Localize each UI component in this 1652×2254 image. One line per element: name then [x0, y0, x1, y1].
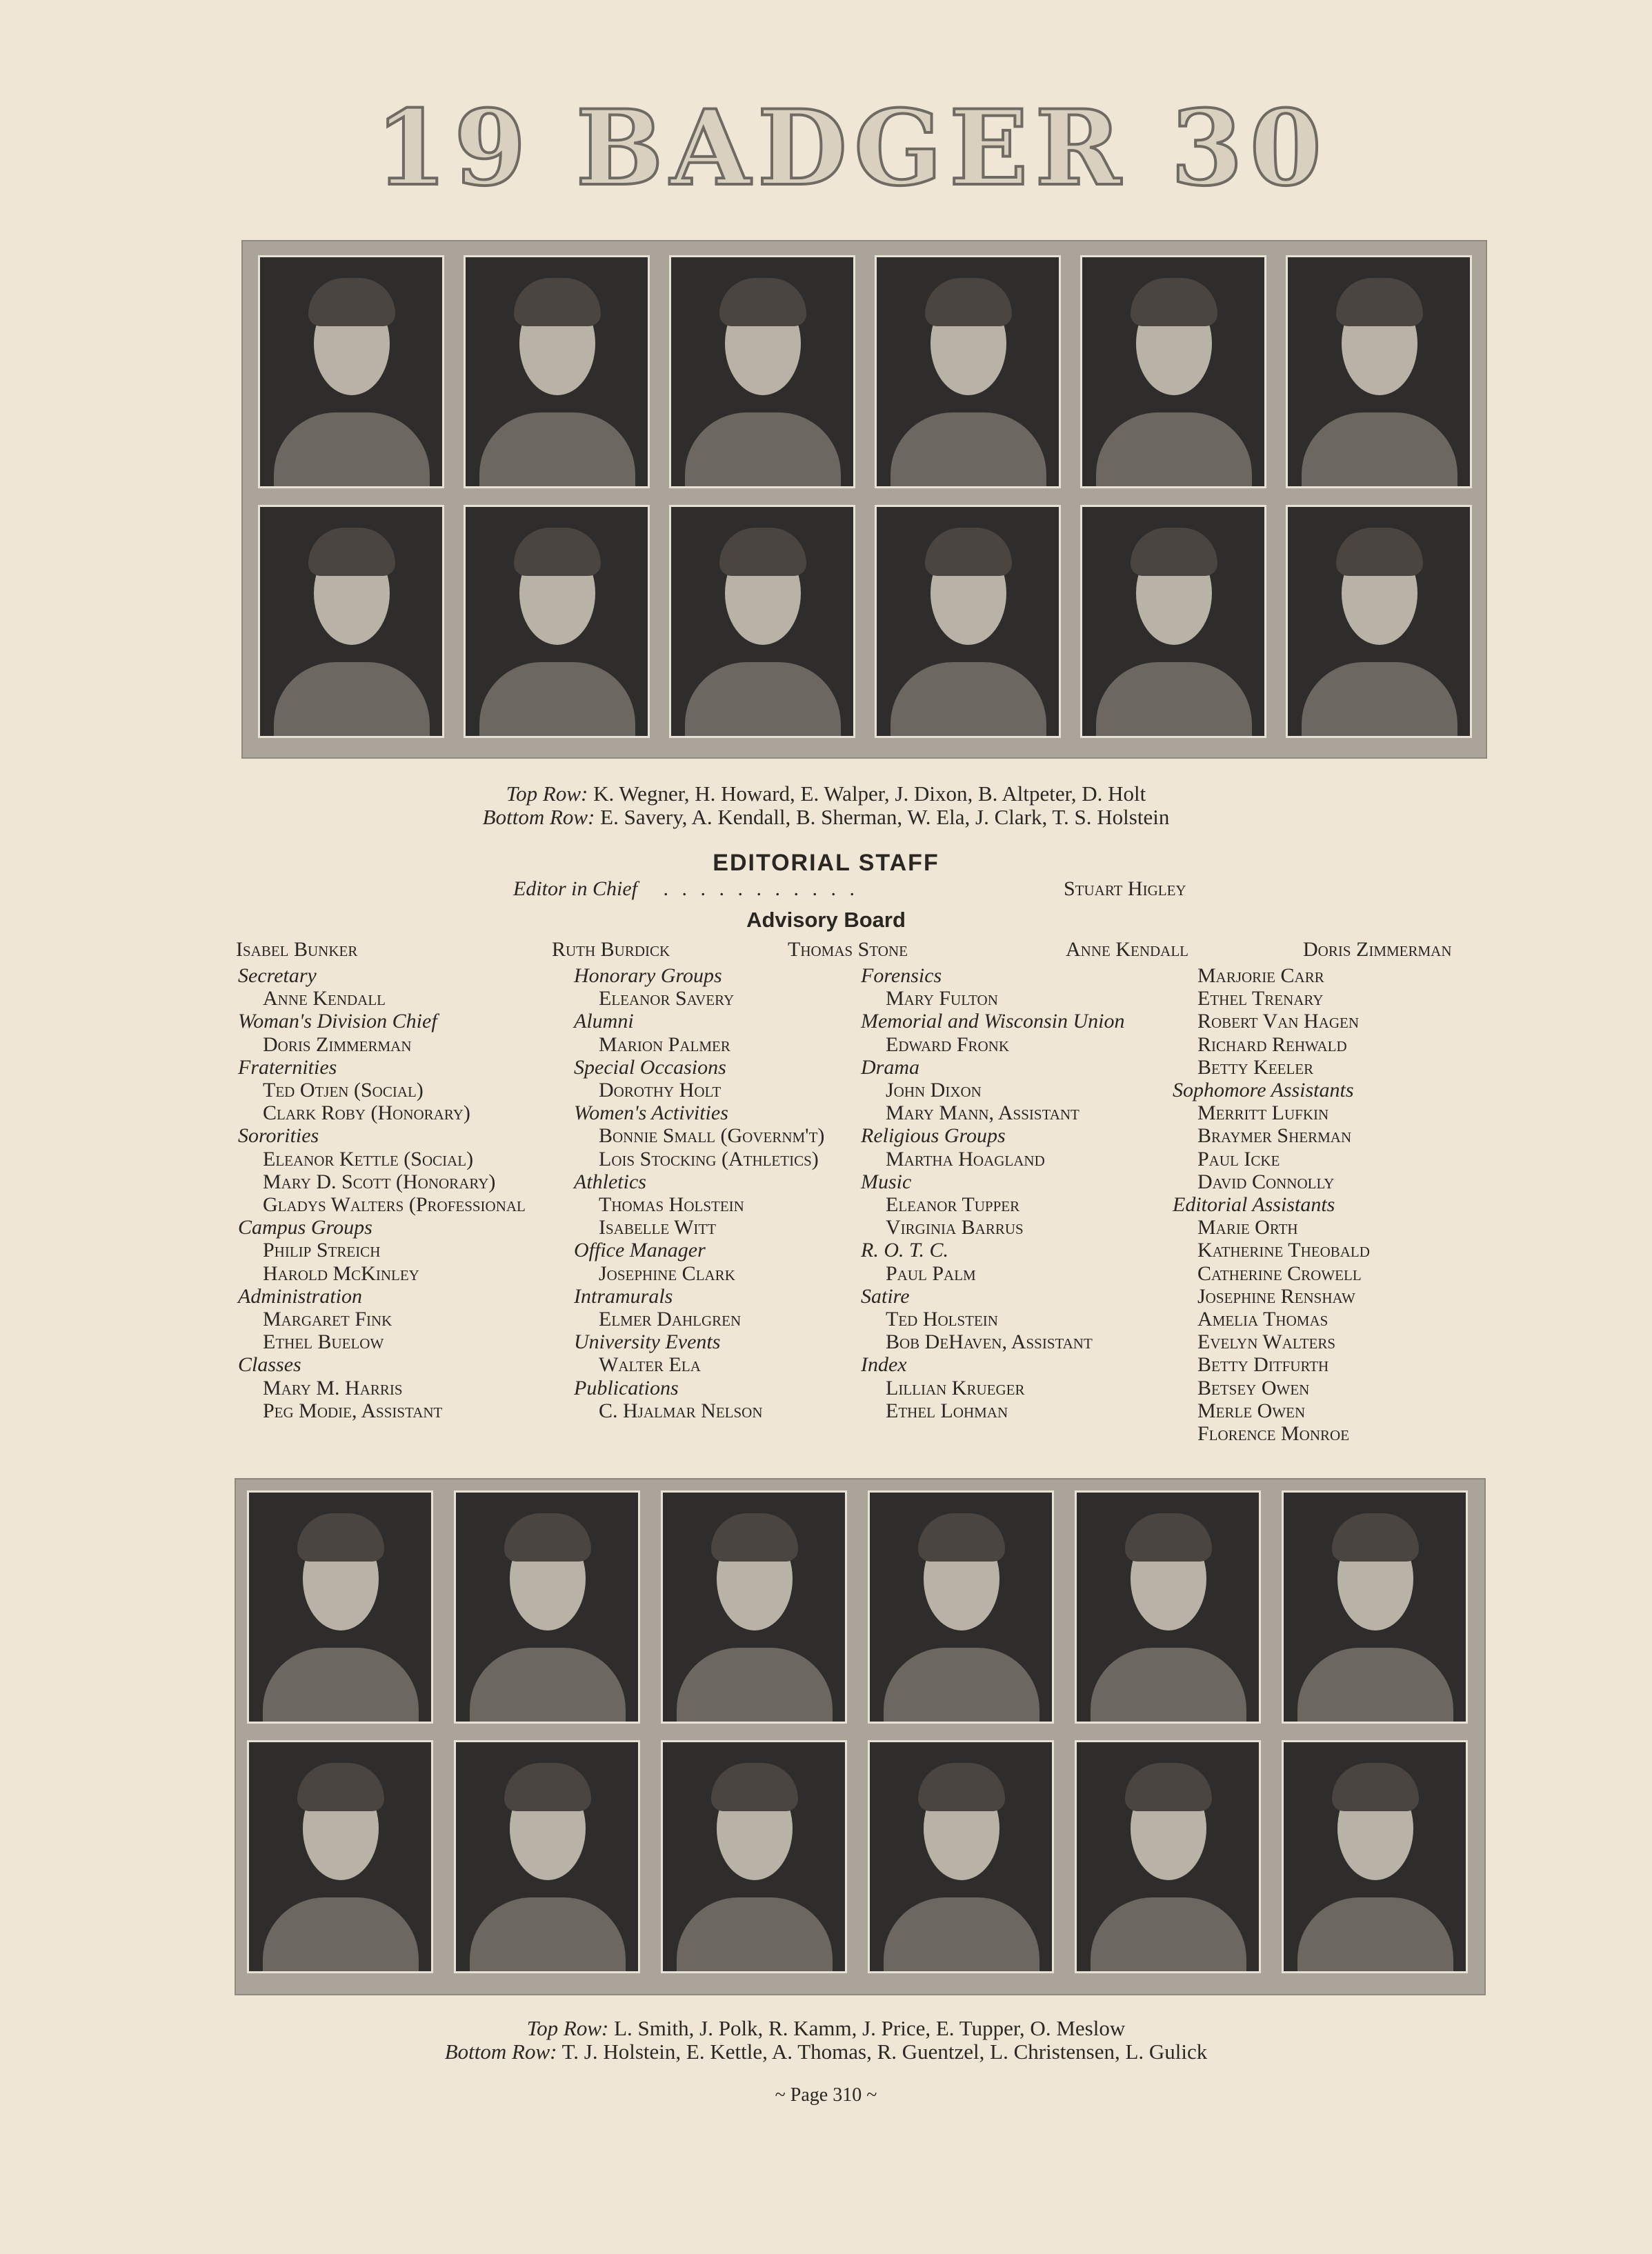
caption-lead: Bottom Row:	[482, 805, 595, 829]
portrait-photo	[1075, 1490, 1261, 1724]
staff-member-name: Catherine Crowell	[1197, 1261, 1362, 1285]
staff-member-name: Clark Roby (Honorary)	[263, 1101, 470, 1125]
photo-panel-bottom	[235, 1478, 1486, 1995]
portrait-photo	[669, 255, 855, 488]
portrait-body	[263, 1897, 419, 1973]
staff-member-name: Bonnie Small (Governm't)	[599, 1124, 825, 1148]
staff-member-name: John Dixon	[886, 1079, 982, 1102]
header-text: 19 BADGER 30	[375, 88, 1329, 209]
portrait-body	[1091, 1648, 1246, 1724]
staff-member-name: Paul Icke	[1197, 1147, 1280, 1170]
staff-member-name: Ethel Trenary	[1197, 987, 1324, 1010]
portrait-body	[685, 662, 841, 738]
staff-position-heading: Religious Groups	[861, 1124, 1006, 1148]
advisory-member: Anne Kendall	[1066, 938, 1188, 961]
staff-member-name: Robert Van Hagen	[1197, 1010, 1360, 1033]
photo-panel-top	[241, 240, 1487, 759]
staff-member-name: Anne Kendall	[263, 987, 386, 1010]
staff-position-heading: Fraternities	[238, 1055, 337, 1079]
portrait-hair	[1336, 528, 1423, 576]
portrait-body	[1297, 1648, 1453, 1724]
staff-member-name: Ted Holstein	[886, 1308, 998, 1331]
staff-position-heading: Satire	[861, 1284, 910, 1308]
staff-member-name: Isabelle Witt	[599, 1216, 717, 1239]
portrait-photo	[464, 505, 650, 738]
portrait-body	[263, 1648, 419, 1724]
advisory-member: Doris Zimmerman	[1303, 938, 1452, 961]
staff-member-name: Virginia Barrus	[886, 1216, 1024, 1239]
staff-column-1	[238, 964, 526, 1422]
top-caption-row-2	[0, 806, 1652, 829]
portrait-photo	[868, 1490, 1054, 1724]
caption-names: L. Smith, J. Polk, R. Kamm, J. Price, E. Tupper, O. Meslow	[614, 2016, 1126, 2040]
advisory-member: Thomas Stone	[788, 938, 908, 961]
portrait-body	[884, 1897, 1039, 1973]
staff-position-heading: Music	[861, 1170, 912, 1193]
staff-position-heading: Index	[861, 1353, 907, 1377]
portrait-hair	[1336, 278, 1423, 326]
staff-member-name: Richard Rehwald	[1197, 1033, 1347, 1056]
portrait-body	[274, 662, 430, 738]
staff-position-heading: Publications	[574, 1376, 679, 1399]
staff-position-heading: University Events	[574, 1330, 721, 1354]
portrait-hair	[504, 1763, 591, 1811]
caption-lead: Top Row:	[506, 781, 588, 806]
staff-member-name: Amelia Thomas	[1197, 1308, 1328, 1331]
staff-member-name: Peg Modie, Assistant	[263, 1399, 443, 1422]
portrait-body	[1096, 662, 1252, 738]
portrait-photo	[661, 1490, 847, 1724]
staff-member-name: Merritt Lufkin	[1197, 1101, 1329, 1125]
editor-dots: . . . . . . . . . . .	[663, 877, 859, 900]
staff-member-name: David Connolly	[1197, 1170, 1335, 1193]
portrait-body	[890, 662, 1046, 738]
staff-position-heading: Classes	[238, 1353, 301, 1377]
portrait-photo	[1075, 1740, 1261, 1973]
portrait-body	[685, 412, 841, 488]
staff-member-name: C. Hjalmar Nelson	[599, 1399, 763, 1422]
caption-lead: Bottom Row:	[444, 2039, 557, 2064]
staff-member-name: Ted Otjen (Social)	[263, 1079, 424, 1102]
staff-member-name: Margaret Fink	[263, 1308, 392, 1331]
staff-member-name: Ethel Lohman	[886, 1399, 1008, 1422]
advisory-member: Ruth Burdick	[552, 938, 670, 961]
portrait-photo	[875, 505, 1061, 738]
portrait-hair	[719, 528, 806, 576]
staff-position-heading: Drama	[861, 1055, 920, 1079]
portrait-body	[677, 1897, 833, 1973]
bottom-caption-row-2	[0, 2040, 1652, 2064]
staff-position-heading: Sophomore Assistants	[1173, 1079, 1354, 1102]
portrait-body	[677, 1648, 833, 1724]
staff-member-name: Mary Mann, Assistant	[886, 1101, 1079, 1125]
staff-member-name: Doris Zimmerman	[263, 1033, 412, 1056]
portrait-body	[274, 412, 430, 488]
staff-position-heading: Woman's Division Chief	[238, 1010, 437, 1033]
staff-member-name: Dorothy Holt	[599, 1079, 721, 1102]
staff-member-name: Lillian Krueger	[886, 1376, 1025, 1399]
portrait-body	[470, 1648, 626, 1724]
portrait-hair	[514, 278, 601, 326]
staff-member-name: Marjorie Carr	[1197, 964, 1324, 987]
staff-member-name: Betty Ditfurth	[1197, 1353, 1329, 1377]
staff-member-name: Harold McKinley	[263, 1261, 419, 1285]
portrait-photo	[1282, 1740, 1468, 1973]
portrait-photo	[669, 505, 855, 738]
page-number: ~ Page 310 ~	[775, 2084, 877, 2106]
portrait-body	[1091, 1897, 1246, 1973]
portrait-photo	[464, 255, 650, 488]
portrait-hair	[514, 528, 601, 576]
staff-position-heading: Administration	[238, 1284, 363, 1308]
staff-position-heading: Campus Groups	[238, 1216, 372, 1239]
portrait-photo	[454, 1740, 640, 1973]
staff-member-name: Betsey Owen	[1197, 1376, 1310, 1399]
staff-member-name: Katherine Theobald	[1197, 1239, 1370, 1262]
portrait-hair	[925, 278, 1012, 326]
staff-position-heading: Forensics	[861, 964, 942, 987]
staff-member-name: Thomas Holstein	[599, 1193, 744, 1217]
staff-member-name: Lois Stocking (Athletics)	[599, 1147, 819, 1170]
portrait-hair	[297, 1513, 384, 1562]
staff-position-heading: Office Manager	[574, 1239, 706, 1262]
portrait-hair	[918, 1513, 1005, 1562]
portrait-hair	[711, 1763, 798, 1811]
editor-in-chief-line	[513, 877, 859, 901]
staff-member-name: Paul Palm	[886, 1261, 976, 1285]
staff-member-name: Bob DeHaven, Assistant	[886, 1330, 1093, 1354]
portrait-body	[1297, 1897, 1453, 1973]
portrait-hair	[297, 1763, 384, 1811]
staff-position-heading: Special Occasions	[574, 1055, 726, 1079]
portrait-body	[470, 1897, 626, 1973]
portrait-body	[479, 412, 635, 488]
staff-member-name: Eleanor Savery	[599, 987, 735, 1010]
portrait-photo	[875, 255, 1061, 488]
caption-names: K. Wegner, H. Howard, E. Walper, J. Dixon, B. Altpeter, D. Holt	[593, 781, 1146, 806]
staff-member-name: Eleanor Tupper	[886, 1193, 1020, 1217]
staff-member-name: Eleanor Kettle (Social)	[263, 1147, 474, 1170]
caption-lead: Top Row:	[526, 2016, 609, 2040]
staff-position-heading: Women's Activities	[574, 1101, 728, 1125]
portrait-photo	[868, 1740, 1054, 1973]
staff-position-heading: Sororities	[238, 1124, 319, 1148]
portrait-hair	[308, 528, 395, 576]
portrait-photo	[454, 1490, 640, 1724]
staff-member-name: Evelyn Walters	[1197, 1330, 1336, 1354]
staff-member-name: Josephine Clark	[599, 1261, 735, 1285]
portrait-body	[890, 412, 1046, 488]
staff-member-name: Betty Keeler	[1197, 1055, 1314, 1079]
editor-name: Stuart Higley	[1064, 877, 1186, 900]
portrait-hair	[711, 1513, 798, 1562]
portrait-photo	[1282, 1490, 1468, 1724]
staff-member-name: Mary M. Harris	[263, 1376, 403, 1399]
staff-member-name: Ethel Buelow	[263, 1330, 384, 1354]
staff-member-name: Edward Fronk	[886, 1033, 1010, 1056]
bottom-caption-row-1	[0, 2017, 1652, 2040]
portrait-photo	[1080, 255, 1266, 488]
portrait-body	[1302, 662, 1457, 738]
staff-position-heading: R. O. T. C.	[861, 1239, 948, 1262]
portrait-body	[884, 1648, 1039, 1724]
staff-position-heading: Athletics	[574, 1170, 646, 1193]
staff-column-2	[574, 964, 824, 1422]
portrait-body	[479, 662, 635, 738]
caption-names: T. J. Holstein, E. Kettle, A. Thomas, R. Guentzel, L. Christensen, L. Gulick	[561, 2039, 1208, 2064]
top-caption-row-1	[0, 782, 1652, 806]
portrait-hair	[308, 278, 395, 326]
staff-member-name: Mary D. Scott (Honorary)	[263, 1170, 496, 1193]
staff-member-name: Walter Ela	[599, 1353, 701, 1377]
staff-member-name: Mary Fulton	[886, 987, 998, 1010]
portrait-hair	[504, 1513, 591, 1562]
portrait-body	[1302, 412, 1457, 488]
portrait-photo	[258, 505, 444, 738]
yearbook-header	[231, 88, 1473, 209]
portrait-photo	[661, 1740, 847, 1973]
staff-column-3	[861, 964, 1125, 1422]
portrait-hair	[1131, 528, 1217, 576]
portrait-photo	[1286, 505, 1472, 738]
portrait-hair	[719, 278, 806, 326]
portrait-hair	[1131, 278, 1217, 326]
advisory-member: Isabel Bunker	[236, 938, 358, 961]
portrait-hair	[1125, 1513, 1212, 1562]
staff-member-name: Elmer Dahlgren	[599, 1308, 742, 1331]
staff-member-name: Florence Monroe	[1197, 1422, 1350, 1446]
caption-names: E. Savery, A. Kendall, B. Sherman, W. Ela, J. Clark, T. S. Holstein	[600, 805, 1170, 829]
portrait-hair	[1332, 1763, 1419, 1811]
staff-member-name: Merle Owen	[1197, 1399, 1306, 1422]
portrait-photo	[247, 1490, 433, 1724]
staff-position-heading: Secretary	[238, 964, 317, 987]
staff-member-name: Marion Palmer	[599, 1033, 730, 1056]
staff-member-name: Marie Orth	[1197, 1216, 1298, 1239]
staff-member-name: Martha Hoagland	[886, 1147, 1045, 1170]
portrait-hair	[1332, 1513, 1419, 1562]
portrait-photo	[1286, 255, 1472, 488]
portrait-body	[1096, 412, 1252, 488]
portrait-hair	[1125, 1763, 1212, 1811]
staff-position-heading: Intramurals	[574, 1284, 673, 1308]
staff-position-heading: Alumni	[574, 1010, 634, 1033]
staff-position-heading: Editorial Assistants	[1173, 1193, 1335, 1217]
editor-label: Editor in Chief	[513, 877, 637, 900]
staff-column-4	[1173, 964, 1370, 1445]
staff-member-name: Josephine Renshaw	[1197, 1284, 1355, 1308]
staff-position-heading: Honorary Groups	[574, 964, 722, 987]
portrait-hair	[925, 528, 1012, 576]
portrait-photo	[258, 255, 444, 488]
staff-member-name: Braymer Sherman	[1197, 1124, 1352, 1148]
portrait-photo	[247, 1740, 433, 1973]
staff-position-heading: Memorial and Wisconsin Union	[861, 1010, 1125, 1033]
staff-member-name: Gladys Walters (Professional	[263, 1193, 526, 1217]
portrait-photo	[1080, 505, 1266, 738]
staff-title: EDITORIAL STAFF	[713, 850, 939, 876]
advisory-board-title: Advisory Board	[746, 908, 906, 932]
staff-member-name: Philip Streich	[263, 1239, 381, 1262]
portrait-hair	[918, 1763, 1005, 1811]
